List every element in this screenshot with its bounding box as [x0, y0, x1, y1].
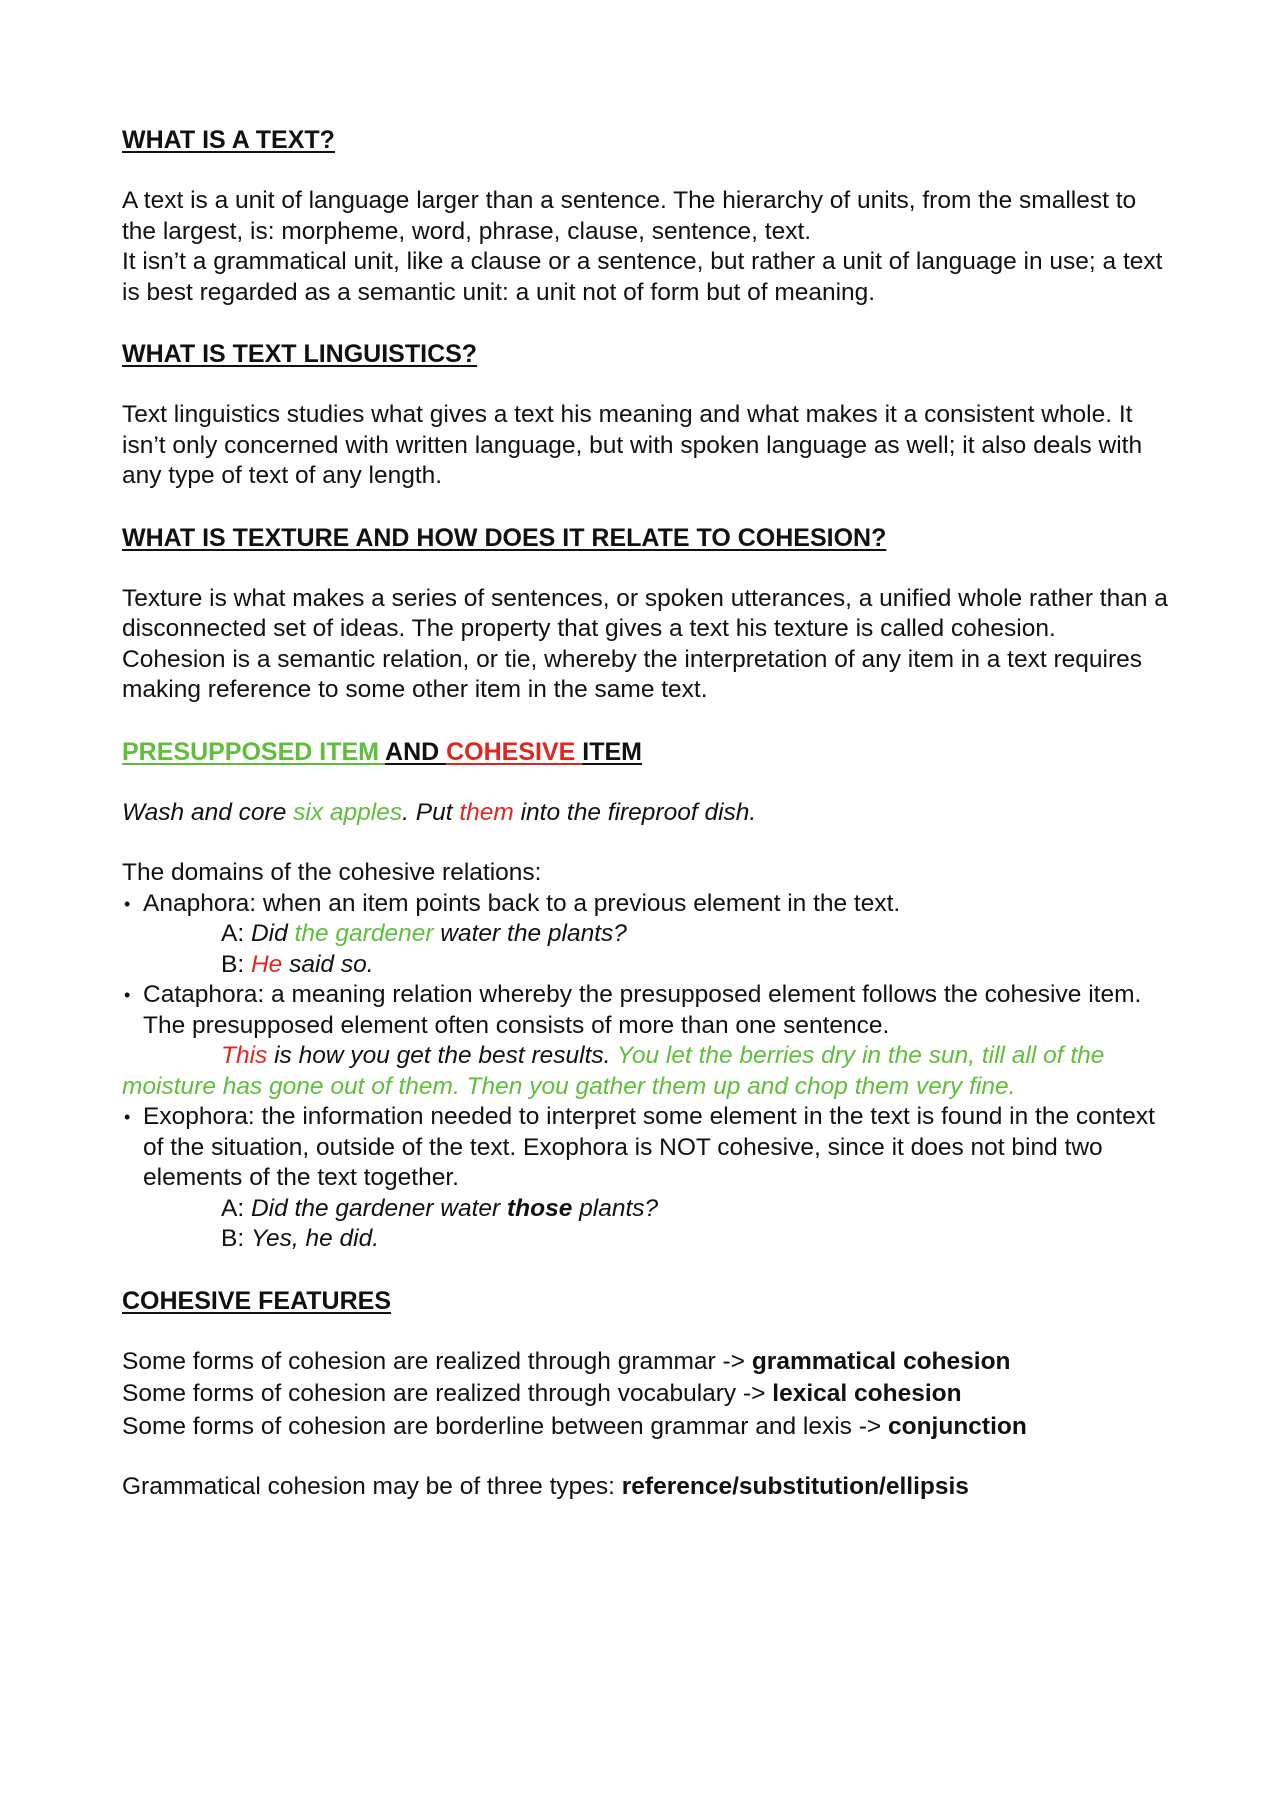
- feature-line-grammatical-text: Some forms of cohesion are realized through grammar ->: [122, 1347, 752, 1375]
- feature-grammatical-cohesion: grammatical cohesion: [751, 1347, 1011, 1375]
- paragraph-texture: Texture is what makes a series of sentences, or spoken utterances, a unified whole rather than a disconnected set of ideas. The property that gives a text his texture is called cohesion.: [122, 584, 1168, 642]
- feature-line-conjunction: [122, 1412, 1170, 1443]
- anaphora-ex1-a: Did: [250, 920, 295, 947]
- paragraph-semantic-unit: It isn’t a grammatical unit, like a clause or a sentence, but rather a unit of language in use; a text is best regarded as a semantic unit: a unit not of form but of meaning.: [122, 248, 1163, 306]
- heading-presupposed-part: PRESUPPOSED ITEM: [122, 737, 386, 766]
- feature-line-types-text: Grammatical cohesion may be of three types:: [122, 1473, 622, 1500]
- paragraph-text-linguistics: Text linguistics studies what gives a text his meaning and what makes it a consistent whole. It isn’t only concerned with written language, but with spoken language as well; it also deals with any type of text of any length.: [122, 401, 1143, 489]
- anaphora-presupposed: the gardener: [294, 920, 434, 947]
- example-apples-c: . Put: [402, 798, 460, 826]
- exophora-example-b: [143, 1224, 1170, 1255]
- anaphora-ex2-b: said so.: [282, 950, 374, 978]
- feature-lexical-cohesion: lexical cohesion: [772, 1380, 962, 1407]
- exophora-text: Exophora: the information needed to interpret some element in the text is found in the context of the situation, outside of the text. Exophora is NOT cohesive, since it does not bind two elements of the text together.: [143, 1103, 1155, 1191]
- cataphora-presupposed: You let the berries dry in the sun, till all of the moisture has gone out of them. Then you gather them up and chop them very fine.: [122, 1042, 1105, 1100]
- exophora-ex1-c: plants?: [572, 1194, 659, 1222]
- exophora-speaker-a: A:: [221, 1194, 251, 1222]
- domains-intro: The domains of the cohesive relations:: [122, 859, 542, 886]
- cataphora-ex-b: is how you get the best results.: [267, 1042, 617, 1069]
- example-apples-presupposed: six apples: [293, 798, 403, 826]
- feature-line-lexical-text: Some forms of cohesion are realized through vocabulary ->: [122, 1380, 773, 1407]
- feature-line-conjunction-text: Some forms of cohesion are borderline between grammar and lexis ->: [122, 1412, 888, 1440]
- heading-cohesive-features: COHESIVE FEATURES: [122, 1286, 392, 1315]
- feature-conjunction: conjunction: [888, 1412, 1027, 1440]
- feature-types-list: reference/substitution/ellipsis: [621, 1473, 969, 1500]
- exophora-ex2-a: Yes, he did.: [250, 1225, 380, 1252]
- anaphora-speaker-b: B:: [221, 950, 251, 978]
- exophora-example-a: [143, 1194, 1170, 1225]
- example-apples-a: Wash and core: [122, 798, 294, 826]
- list-item-exophora: [122, 1102, 1170, 1255]
- heading-text-linguistics: WHAT IS TEXT LINGUISTICS?: [122, 340, 478, 368]
- anaphora-ex1-c: water the plants?: [433, 920, 627, 947]
- cataphora-text: Cataphora: a meaning relation whereby the presupposed element follows the cohesive item. The presupposed element often consists of more than one sentence.: [143, 981, 1142, 1039]
- anaphora-example-a: [143, 919, 1170, 950]
- anaphora-text: Anaphora: when an item points back to a previous element in the text.: [143, 889, 901, 917]
- feature-line-grammatical: [122, 1347, 1170, 1378]
- heading-texture-cohesion: WHAT IS TEXTURE AND HOW DOES IT RELATE TO COHESION?: [122, 523, 887, 552]
- anaphora-cohesive: He: [250, 950, 283, 978]
- exophora-ex1-a: Did the gardener water: [250, 1194, 507, 1222]
- feature-line-lexical: [122, 1379, 1170, 1410]
- heading-and-part: AND: [385, 737, 447, 766]
- heading-what-is-a-text: WHAT IS A TEXT?: [122, 126, 335, 154]
- cataphora-cohesive: This: [221, 1042, 268, 1069]
- anaphora-speaker-a: A:: [221, 920, 251, 947]
- paragraph-text-definition: A text is a unit of language larger than a sentence. The hierarchy of units, from the smallest to the largest, is: morpheme, word, phrase, clause, sentence, text.: [122, 187, 1137, 245]
- exophora-ex1-bold: those: [507, 1194, 573, 1222]
- heading-cohesive-part: COHESIVE: [446, 737, 583, 766]
- example-apples: [122, 798, 1170, 829]
- example-apples-e: into the fireproof dish.: [513, 798, 757, 826]
- list-item-anaphora: [122, 889, 1170, 981]
- exophora-speaker-b: B:: [221, 1225, 251, 1252]
- paragraph-cohesion: Cohesion is a semantic relation, or tie, whereby the interpretation of any item in a text requires making reference to some other item in the same text.: [122, 645, 1142, 703]
- heading-item-part: ITEM: [582, 737, 642, 766]
- feature-line-types: [122, 1472, 1170, 1503]
- heading-presupposed-cohesive-item: [122, 736, 1170, 768]
- list-item-cataphora: [122, 980, 1170, 1102]
- cataphora-example: [122, 1041, 1170, 1102]
- anaphora-example-b: [143, 950, 1170, 981]
- cohesive-domains-list: [122, 889, 1170, 1255]
- example-apples-cohesive: them: [459, 798, 514, 826]
